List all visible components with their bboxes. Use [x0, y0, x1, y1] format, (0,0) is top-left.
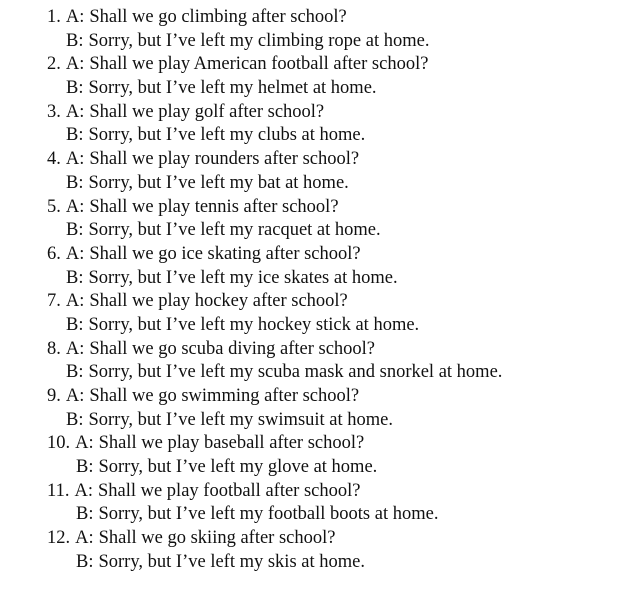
answer-text: Sorry, but I’ve left my hockey stick at home. — [88, 314, 420, 335]
dialogue-item — [0, 338, 638, 385]
item-number: 4. — [47, 149, 61, 170]
item-number: 11. — [47, 480, 70, 501]
question-text: Shall we play American football after school? — [89, 54, 429, 75]
speaker-b-label: B: — [66, 30, 84, 51]
dialogue-item — [0, 6, 638, 53]
question-line — [0, 196, 638, 220]
answer-text: Sorry, but I’ve left my helmet at home. — [88, 78, 377, 99]
speaker-b-label: B: — [66, 362, 84, 383]
speaker-b-label: B: — [76, 551, 94, 572]
item-number: 6. — [47, 243, 61, 264]
question-line — [0, 243, 638, 267]
speaker-b-label: B: — [66, 409, 84, 430]
dialogue-document — [0, 6, 638, 575]
speaker-b-label: B: — [66, 78, 84, 99]
speaker-b-label: B: — [76, 504, 94, 525]
item-number: 12. — [47, 528, 71, 549]
question-text: Shall we play football after school? — [97, 480, 361, 501]
answer-text: Sorry, but I’ve left my football boots at home. — [98, 504, 439, 525]
dialogue-item — [0, 196, 638, 243]
item-number: 1. — [47, 7, 61, 27]
speaker-b-label: B: — [66, 314, 84, 335]
answer-line — [0, 172, 638, 196]
answer-text: Sorry, but I’ve left my ice skates at home. — [88, 267, 398, 288]
item-number: 2. — [47, 54, 61, 75]
answer-line — [0, 314, 638, 338]
speaker-a-label: A: — [65, 54, 85, 75]
question-line — [0, 432, 638, 456]
question-text: Shall we go scuba diving after school? — [89, 338, 376, 359]
question-text: Shall we go climbing after school? — [89, 7, 347, 27]
answer-text: Sorry, but I’ve left my racquet at home. — [88, 220, 381, 241]
dialogue-item — [0, 432, 638, 479]
question-line — [0, 148, 638, 172]
question-line — [0, 6, 638, 30]
question-line — [0, 290, 638, 314]
speaker-a-label: A: — [75, 528, 94, 549]
speaker-a-label: A: — [65, 338, 85, 359]
question-line — [0, 101, 638, 125]
answer-line — [0, 361, 638, 385]
item-number: 7. — [47, 291, 61, 312]
question-line — [0, 53, 638, 77]
question-text: Shall we go ice skating after school? — [89, 243, 361, 264]
answer-text: Sorry, but I’ve left my scuba mask and snorkel at home. — [88, 362, 503, 383]
dialogue-item — [0, 385, 638, 432]
question-line — [0, 338, 638, 362]
answer-line — [0, 30, 638, 54]
dialogue-item — [0, 53, 638, 100]
speaker-a-label: A: — [74, 480, 93, 501]
dialogue-item — [0, 243, 638, 290]
dialogue-item — [0, 480, 638, 527]
answer-line — [0, 456, 638, 480]
speaker-a-label: A: — [65, 7, 85, 27]
answer-text: Sorry, but I’ve left my skis at home. — [98, 551, 365, 572]
speaker-a-label: A: — [65, 101, 85, 122]
speaker-a-label: A: — [65, 291, 85, 312]
answer-text: Sorry, but I’ve left my bat at home. — [88, 172, 349, 193]
speaker-b-label: B: — [76, 457, 94, 478]
question-text: Shall we play rounders after school? — [89, 149, 360, 170]
item-number: 9. — [47, 386, 61, 406]
question-line — [0, 480, 638, 504]
speaker-b-label: B: — [66, 172, 84, 193]
dialogue-item — [0, 527, 638, 574]
question-line — [0, 385, 638, 409]
dialogue-item — [0, 101, 638, 148]
question-text: Shall we play baseball after school? — [98, 433, 365, 454]
question-text: Shall we play tennis after school? — [89, 196, 339, 217]
answer-text: Sorry, but I’ve left my clubs at home. — [88, 125, 366, 146]
item-number: 5. — [47, 196, 61, 217]
answer-line — [0, 503, 638, 527]
answer-text: Sorry, but I’ve left my climbing rope at home. — [88, 30, 430, 51]
question-text: Shall we go skiing after school? — [98, 528, 336, 549]
question-line — [0, 527, 638, 551]
item-number: 3. — [47, 101, 61, 122]
dialogue-item — [0, 290, 638, 337]
answer-line — [0, 77, 638, 101]
dialogue-item — [0, 148, 638, 195]
answer-line — [0, 551, 638, 575]
answer-line — [0, 219, 638, 243]
dialogue-list — [0, 6, 638, 575]
speaker-a-label: A: — [75, 433, 94, 454]
item-number: 10. — [47, 433, 71, 454]
speaker-a-label: A: — [65, 386, 85, 406]
answer-text: Sorry, but I’ve left my swimsuit at home. — [88, 409, 394, 430]
answer-text: Sorry, but I’ve left my glove at home. — [98, 457, 378, 478]
answer-line — [0, 267, 638, 291]
speaker-a-label: A: — [65, 196, 85, 217]
answer-line — [0, 124, 638, 148]
speaker-b-label: B: — [66, 125, 84, 146]
speaker-a-label: A: — [65, 149, 85, 170]
speaker-a-label: A: — [65, 243, 85, 264]
question-text: Shall we go swimming after school? — [89, 386, 360, 406]
item-number: 8. — [47, 338, 61, 359]
speaker-b-label: B: — [66, 220, 84, 241]
answer-line — [0, 409, 638, 433]
question-text: Shall we play golf after school? — [89, 101, 325, 122]
question-text: Shall we play hockey after school? — [89, 291, 348, 312]
speaker-b-label: B: — [66, 267, 84, 288]
